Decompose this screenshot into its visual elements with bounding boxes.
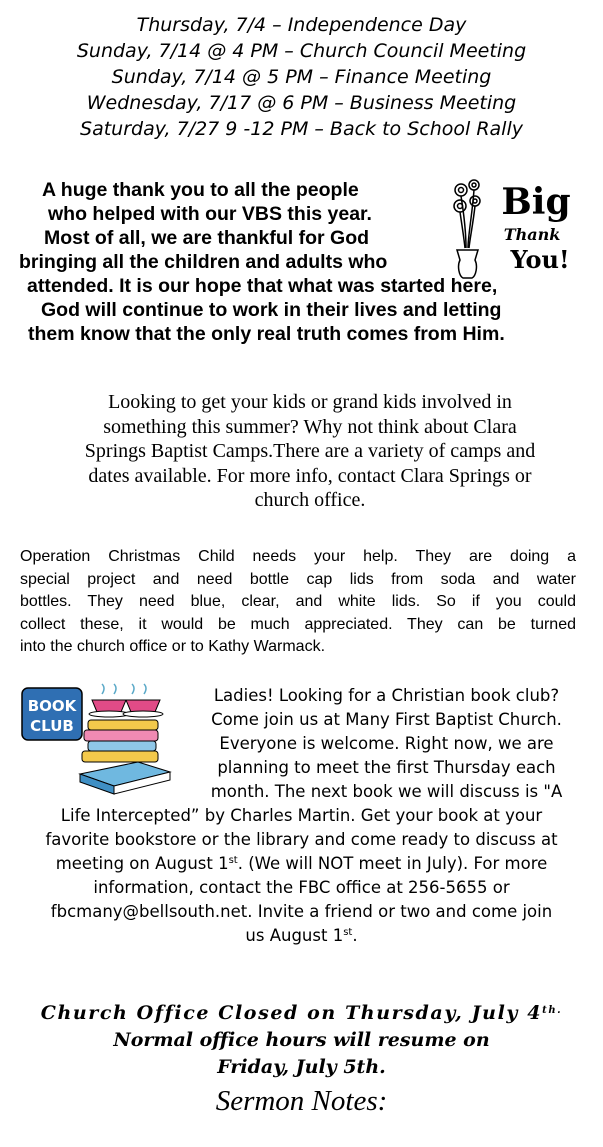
office-reopen-line: Friday, July 5th. [217,1056,386,1078]
camps-line: church office. [254,489,366,511]
book-club-paragraph [0,684,603,948]
bookclub-line: month. The next book we will discuss is "A [210,782,563,801]
thanks-line: Most of all, we are thankful for God [44,227,370,249]
bookclub-line: Come join us at Many First Baptist Church. [211,710,562,729]
bookclub-line: information, contact the FBC office at 256-5655 or [93,878,510,897]
club-sign-text: CLUB [30,717,74,735]
book-sign-text: BOOK [27,697,77,715]
thanks-line: bringing all the children and adults who [19,251,388,273]
bookclub-line: meeting on August 1st. (We will NOT meet in July). For more [55,854,548,873]
event-line: Saturday, 7/27 9 -12 PM – Back to School Rally [80,118,523,140]
occ-line: Operation Christmas Child needs your help. They are doing a [20,548,576,565]
sermon-notes-heading: Sermon Notes: [215,1085,388,1117]
camps-line: Looking to get your kids or grand kids involved in [108,391,512,413]
thanks-line: them know that the only real truth comes from Him. [28,323,505,345]
you-word: You! [510,245,570,274]
bookclub-line: planning to meet the first Thursday each [217,758,556,777]
clara-springs-camps-paragraph [30,390,590,513]
event-line: Wednesday, 7/17 @ 6 PM – Business Meeting [86,92,517,114]
bookclub-line: Everyone is welcome. Right now, we are [219,734,554,753]
bookclub-line: favorite bookstore or the library and come ready to discuss at [45,830,558,849]
flower-vase-icon [454,180,480,278]
occ-line: collect these, it would be much appreciated. They can be turned [20,615,576,633]
occ-line: special project and need bottle cap lids from soda and water [20,570,576,588]
occ-line: bottles. They need blue, clear, and white lids. So if you could [20,593,576,610]
bookclub-email-line: fbcmany@bellsouth.net. Invite a friend or two and come join [50,902,553,921]
event-line: Sunday, 7/14 @ 4 PM – Church Council Meeting [76,40,527,62]
office-closed-notice [0,1000,603,1081]
operation-christmas-child-paragraph [20,546,576,659]
event-line: Thursday, 7/4 – Independence Day [136,14,467,36]
office-closed-line: Church Office Closed on Thursday, July $4^{th.}$ [40,1002,563,1024]
thanks-line: A huge thank you to all the people [42,179,359,201]
camps-line: Springs Baptist Camps.There are a variety of camps and [84,440,536,462]
occ-line: into the church office or to Kathy Warmack. [20,638,326,655]
bookclub-line: Life Intercepted” by Charles Martin. Get your book at your [60,806,543,825]
thanks-line: God will continue to work in their lives and letting [41,299,502,321]
camps-line: something this summer? Why not think about Clara [103,415,517,438]
thanks-line: attended. It is our hope that what was started here, [27,275,498,297]
camps-line: dates available. For more info, contact Clara Springs or [88,464,532,487]
office-hours-line: Normal office hours will resume on [113,1029,490,1051]
thanks-line: who helped with our VBS this year. [48,203,372,225]
bookclub-line: Ladies! Looking for a Christian book club? [213,686,560,705]
big-thank-you-image [448,176,578,280]
thank-word: Thank [503,225,561,244]
bookclub-line: us August 1st. [245,926,358,945]
event-line: Sunday, 7/14 @ 5 PM – Finance Meeting [111,66,492,88]
events-list [0,12,603,142]
big-word: Big [501,181,571,223]
